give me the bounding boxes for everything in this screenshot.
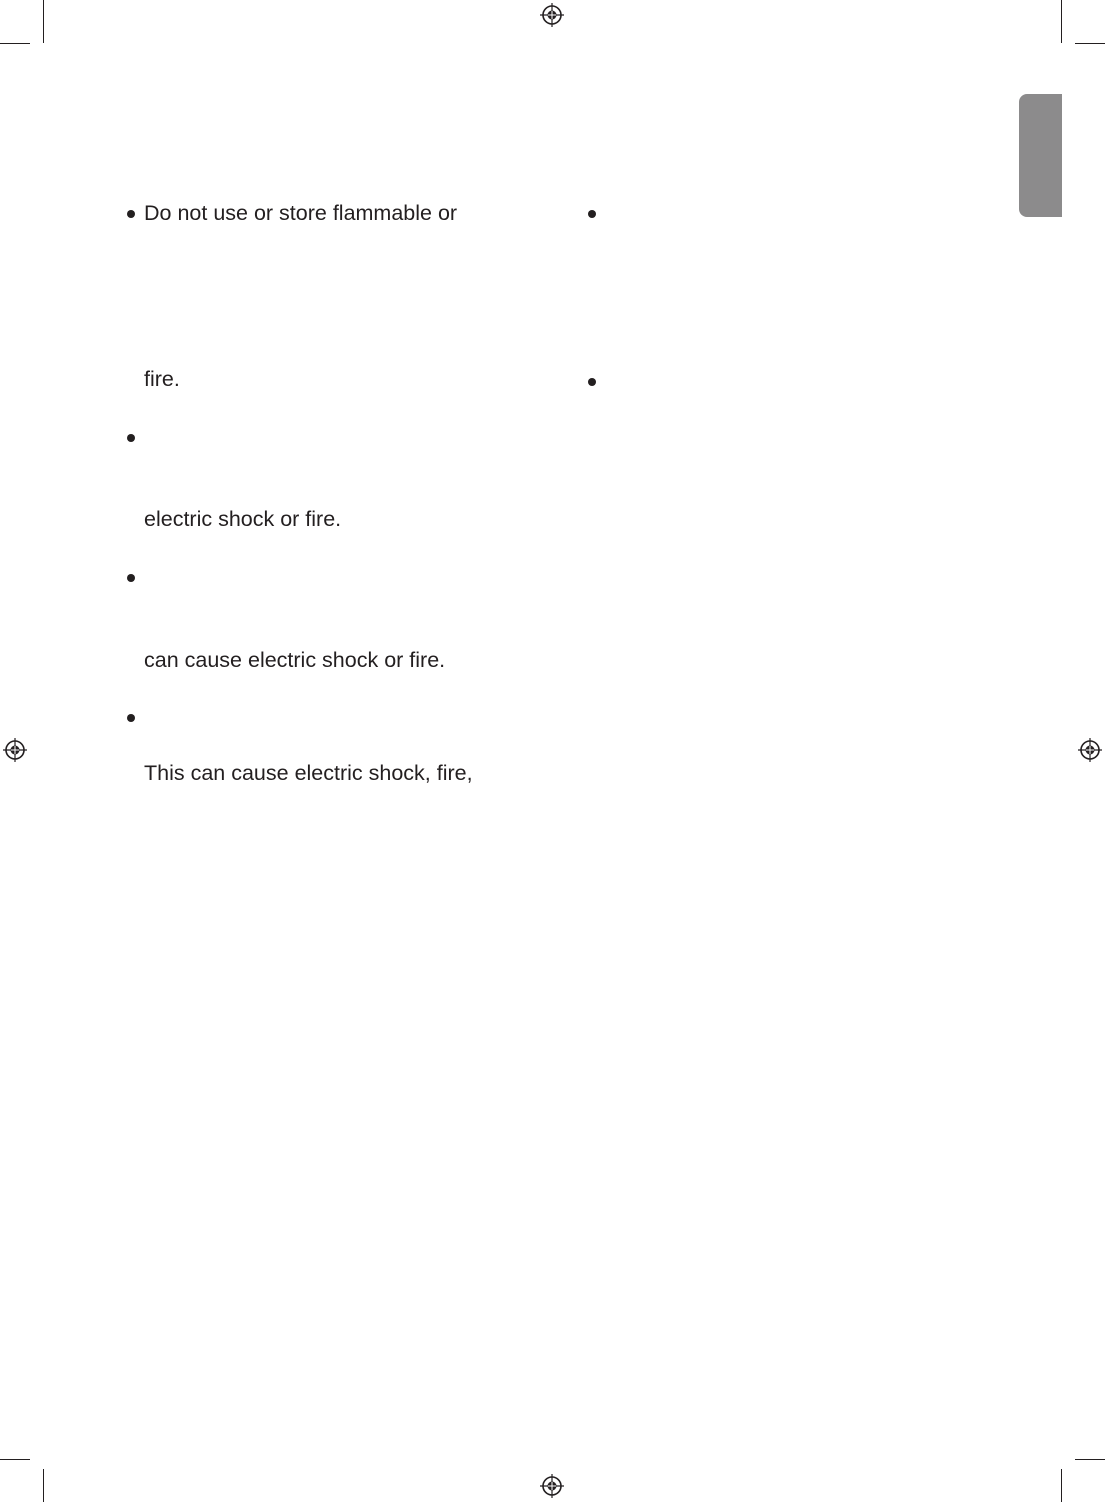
language-tab <box>1019 94 1062 217</box>
registration-mark-icon <box>1078 738 1102 762</box>
crop-mark <box>1075 1459 1105 1460</box>
bullet-dot-icon <box>127 434 135 442</box>
crop-mark <box>1061 1469 1062 1502</box>
crop-mark <box>0 43 30 44</box>
bullet-dot-icon <box>127 714 135 722</box>
crop-mark <box>1075 43 1105 44</box>
item4-line2: This can cause electric shock, fire, <box>144 761 473 785</box>
crop-mark <box>43 1469 44 1502</box>
crop-mark <box>43 0 44 43</box>
item2-line-last: electric shock or fire. <box>144 507 342 531</box>
registration-mark-icon <box>540 1474 564 1498</box>
item3-line-last: can cause electric shock or fire. <box>144 648 446 672</box>
item1-line1: Do not use or store flammable or <box>144 201 458 225</box>
registration-mark-icon <box>540 3 564 27</box>
crop-mark <box>0 1459 30 1460</box>
crop-mark <box>1061 0 1062 43</box>
bullet-dot-icon <box>127 574 135 582</box>
bullet-dot-icon <box>588 210 596 218</box>
registration-mark-icon <box>3 738 27 762</box>
bullet-dot-icon <box>588 378 596 386</box>
bullet-dot-icon <box>127 210 135 218</box>
item1-line-last: fire. <box>144 367 180 391</box>
